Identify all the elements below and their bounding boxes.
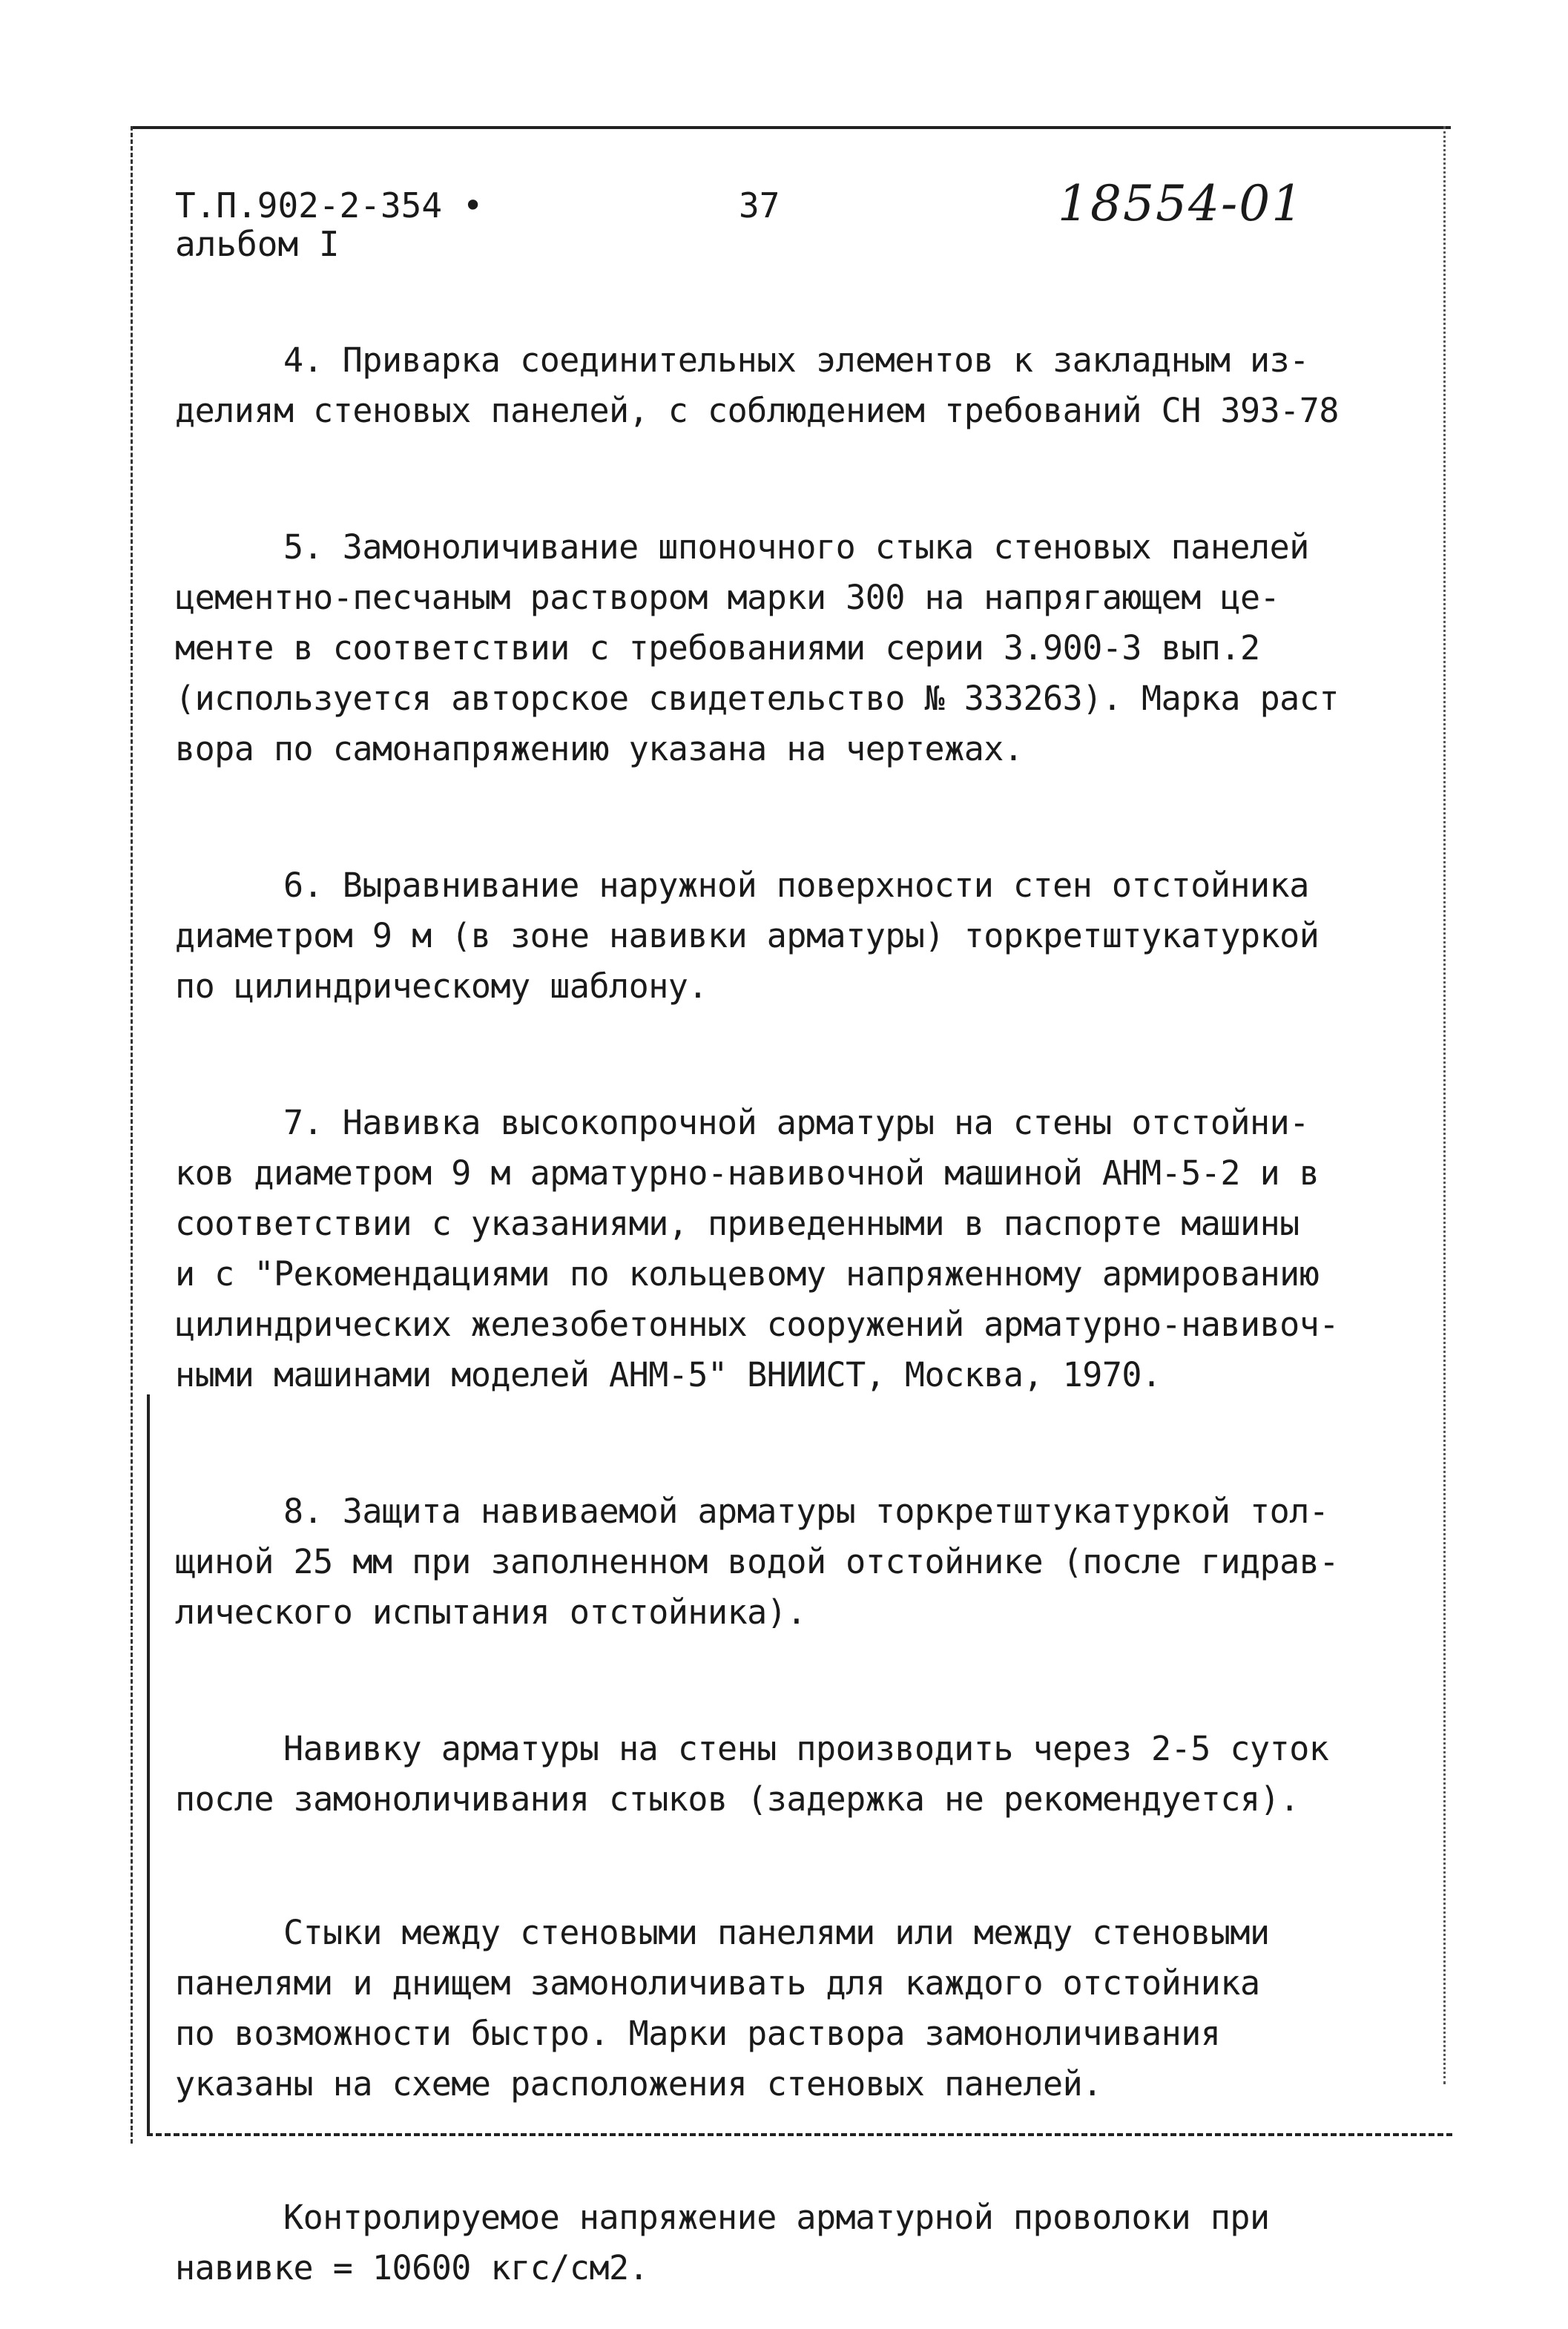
frame-left-solid-line: [147, 1394, 150, 2136]
frame-right-line: [1443, 126, 1446, 2084]
document-code: Т.П.902-2-354 •: [175, 185, 484, 225]
handwritten-number: 18554-01: [1058, 175, 1305, 232]
page-number: 37: [739, 185, 780, 225]
paragraph-item-8: [175, 1436, 1429, 1638]
paragraph-text: 7. Навивка высокопрочной арматуры на стены отстойни- ков диаметром 9 м арматурно-навивочной машиной АНМ-5-2 и в соответствии с указаниями, приведенными в паспорте машины и с "Рекомендациями по кольцевому напряженному армированию цилиндрических железобетонных сооружений арматурно-навивоч- ными машинами моделей АНМ-5" ВНИИСТ, Москва, 1970.: [175, 1103, 1339, 1394]
paragraph-item-7: [175, 1047, 1429, 1400]
paragraph-text: 6. Выравнивание наружной поверхности стен отстойника диаметром 9 м (в зоне навивки арматуры) торкретштукатуркой по цилиндрическому шаблону.: [175, 866, 1320, 1006]
paragraph-text: Контролируемое напряжение арматурной проволоки при навивке = 10600 кгс/см2.: [175, 2198, 1270, 2287]
paragraph-item-6: [175, 810, 1429, 1012]
document-body: [175, 285, 1429, 2329]
paragraph-reinforcement-timing: [175, 1673, 1429, 1825]
paragraph-item-4: [175, 285, 1429, 436]
frame-left-line: [131, 126, 133, 2144]
album-label: альбом I: [175, 224, 340, 264]
paragraph-text: Навивку арматуры на стены производить через 2-5 суток после замоноличивания стыков (задержка не рекомендуется).: [175, 1729, 1329, 1819]
paragraph-text: 4. Приварка соединительных элементов к закладным из- делиям стеновых панелей, с соблюдением требований СН 393-78: [175, 340, 1339, 430]
paragraph-text: Стыки между стеновыми панелями или между стеновыми панелями и днищем замоноличивать для каждого отстойника по возможности быстро. Марки раствора замоноличивания указаны на схеме расположения стеновых панелей.: [175, 1913, 1270, 2104]
paragraph-joints: [175, 1857, 1429, 2109]
page-header: [175, 175, 1451, 269]
paragraph-controlled-stress: [175, 2142, 1429, 2293]
paragraph-item-5: [175, 472, 1429, 774]
paragraph-text: 5. Замоноличивание шпоночного стыка стеновых панелей цементно-песчаным раствором марки 300 на напрягающем це- менте в соответствии с требованиями серии 3.900-3 вып.2 (используется авторское свидетельство № 333263). Марка раст вора по самонапряжению указана на чертежах.: [175, 527, 1339, 768]
frame-top-line: [131, 126, 1451, 129]
paragraph-text: 8. Защита навиваемой арматуры торкретштукатуркой тол- щиной 25 мм при заполненном водой отстойнике (после гидрав- лического испытания отстойника).: [175, 1492, 1339, 1632]
